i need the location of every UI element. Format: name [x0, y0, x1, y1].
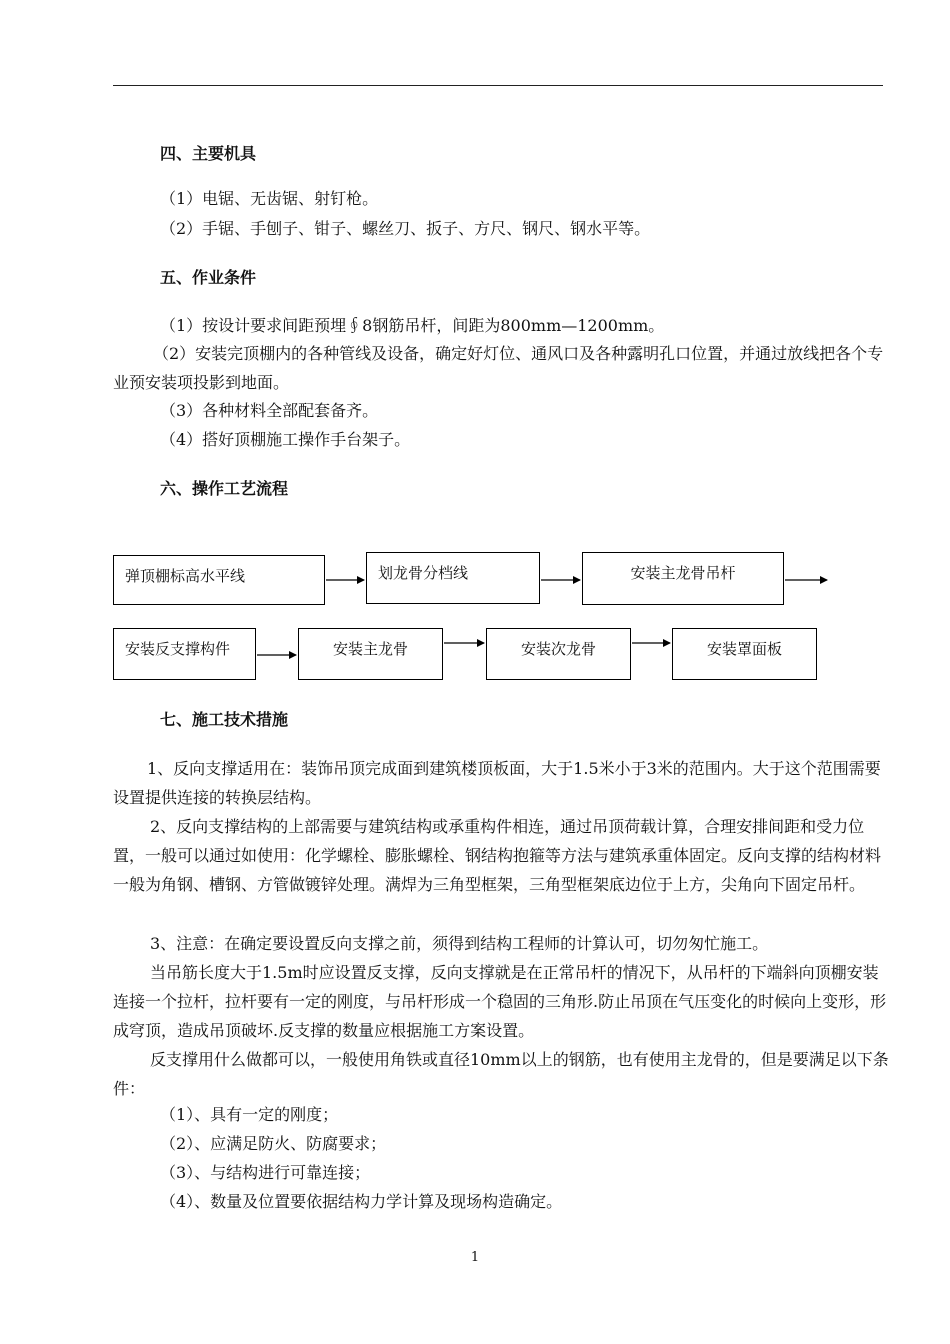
flow-step-7: 安装罩面板 [672, 628, 817, 680]
section-5-item-3: （3）各种材料全部配套备齐。 [160, 401, 379, 420]
flow-step-2: 划龙骨分档线 [366, 552, 540, 604]
section-7-paragraph-4: 当吊筋长度大于1.5m时应设置反支撑，反向支撑就是在正常吊杆的情况下，从吊杆的下端斜向顶棚安装连接一个拉杆，拉杆要有一定的刚度，与吊杆形成一个稳固的三角形.防止吊顶在气压变化的时候向上变形，形成穹顶，造成吊顶破坏.反支撑的数量应根据施工方案设置。 [113, 963, 887, 1040]
flow-step-4: 安装反支撑构件 [113, 628, 256, 680]
section-5-item-4: （4）搭好顶棚施工操作手台架子。 [160, 430, 411, 449]
section-4-item-2: （2）手锯、手刨子、钳子、螺丝刀、扳子、方尺、钢尺、钢水平等。 [160, 219, 651, 238]
section-7-paragraph-5: 反支撑用什么做都可以，一般使用角铁或直径10mm以上的钢筋，也有使用主龙骨的，但是要满足以下条件： [113, 1050, 889, 1098]
section-6-heading: 六、操作工艺流程 [160, 479, 289, 498]
header-rule [113, 85, 883, 86]
section-7-paragraph-2: 2、反向支撑结构的上部需要与建筑结构或承重构件相连，通过吊顶荷载计算，合理安排间距和受力位置，一般可以通过如使用：化学螺栓、膨胀螺栓、钢结构抱箍等方法与建筑承重体固定。反向支撑的结构材料一般为角钢、槽钢、方管做镀锌处理。满焊为三角型框架，三角型框架底边位于上方，尖角向下固定吊杆。 [113, 817, 882, 894]
flow-step-1: 弹顶棚标高水平线 [113, 555, 325, 605]
condition-item-3: （3）、与结构进行可靠连接； [160, 1163, 371, 1182]
flow-step-3: 安装主龙骨吊杆 [582, 552, 784, 605]
condition-item-4: （4）、数量及位置要依据结构力学计算及现场构造确定。 [160, 1192, 563, 1211]
section-5-item-2: （2）安装完顶棚内的各种管线及设备，确定好灯位、通风口及各种露明孔口位置，并通过放线把各个专业预安装项投影到地面。 [113, 344, 884, 392]
flow-step-5: 安装主龙骨 [298, 628, 443, 680]
condition-item-1: （1）、具有一定的刚度； [160, 1105, 339, 1124]
section-5-item-1: （1）按设计要求间距预埋∮8钢筋吊杆，间距为800mm—1200mm。 [160, 316, 665, 335]
page-number: 1 [470, 1250, 480, 1265]
section-7-paragraph-1: 1、反向支撑适用在：装饰吊顶完成面到建筑楼顶板面，大于1.5米小于3米的范围内。大于这个范围需要设置提供连接的转换层结构。 [113, 759, 881, 807]
condition-item-2: （2）、应满足防火、防腐要求； [160, 1134, 387, 1153]
section-4-item-1: （1）电锯、无齿锯、射钉枪。 [160, 189, 379, 208]
section-7-heading: 七、施工技术措施 [160, 710, 289, 729]
section-5-heading: 五、作业条件 [160, 268, 257, 287]
section-7-paragraph-3: 3、注意：在确定要设置反向支撑之前，须得到结构工程师的计算认可，切勿匆忙施工。 [150, 934, 769, 953]
section-4-heading: 四、主要机具 [160, 144, 257, 163]
flow-step-6: 安装次龙骨 [486, 628, 631, 680]
